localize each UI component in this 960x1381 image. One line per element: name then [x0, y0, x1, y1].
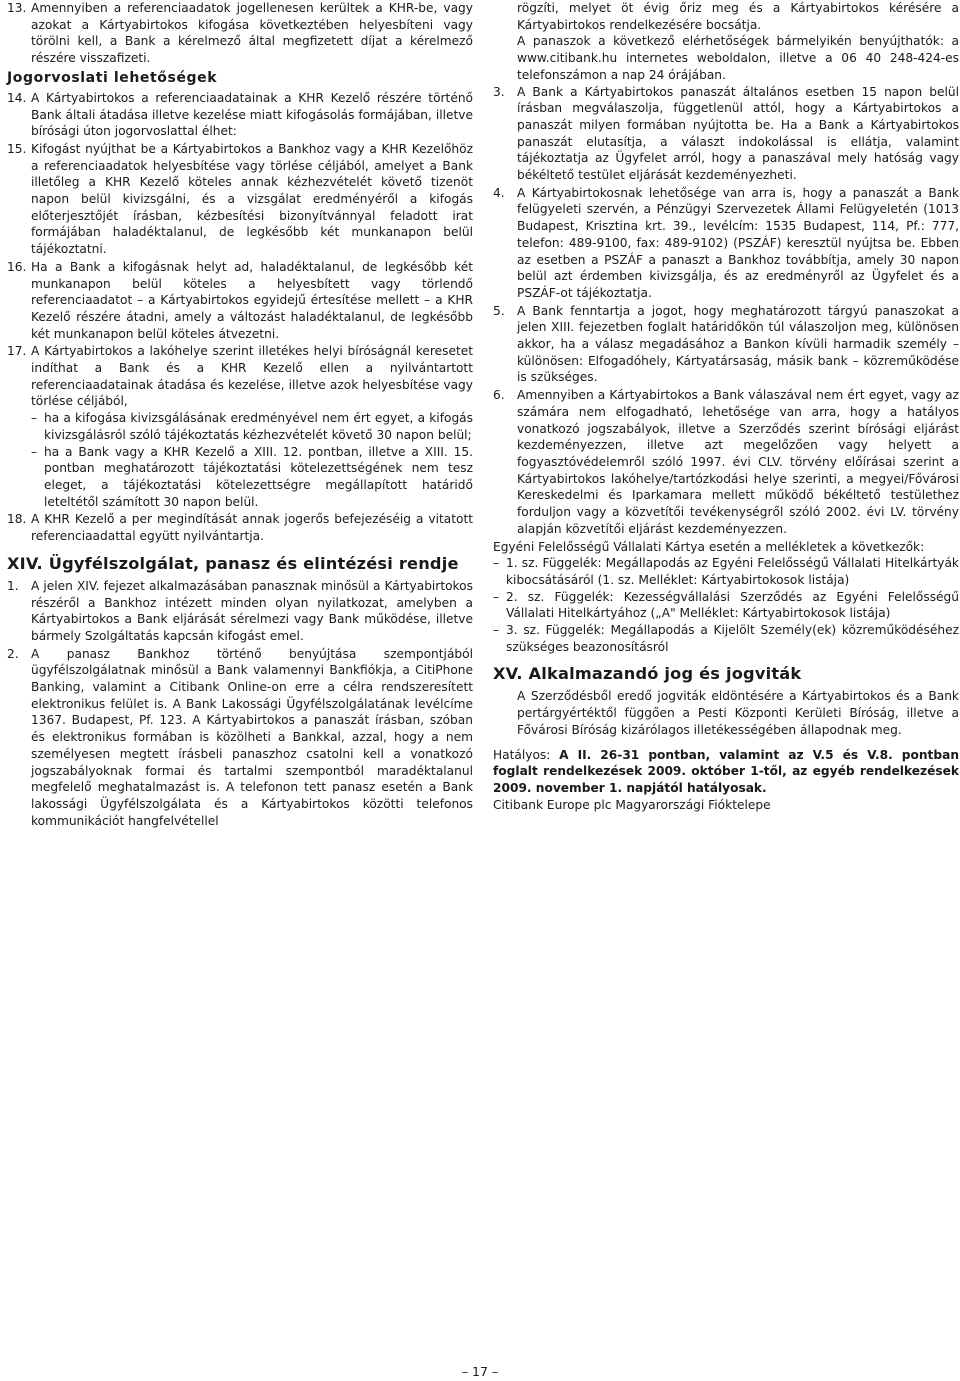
item-text: A Kártyabirtokosnak lehetősége van arra is, hogy a panaszát a Bank felügyeleti szervén, a Pénzügyi Szervezetek Állami Felügyeletén (1013 Budapest, Krisztina krt. 39., levélcím: 1535 Budapest, 114, Pf.: 777, telefon: 489-9100, fax: 489-9102) (PSZÁF) keresztül nyújtsa be. Ebben az esetben a PSZÁF a panaszt a Bankhoz továbbítja, amely 30 napon belül azt érdemben kivizsgálja, és az eredményről az Ügyfelet és a PSZÁF-ot tájékoztatja.: [517, 185, 959, 300]
item-number: 1.: [7, 578, 19, 593]
continued-paragraph: [493, 0, 959, 84]
dash-marker: –: [31, 444, 38, 459]
effective-label: Hatályos:: [493, 747, 551, 762]
item-number: 3.: [493, 84, 505, 99]
item-number: 17.: [7, 344, 27, 359]
item-text: A Bank a Kártyabirtokos panaszát általános esetben 15 napon belül írásban megválaszolja, függetlenül attól, hogy a Kártyabirtokos a panaszát milyen formában nyújtotta be. Ha a Bank a Kártyabirtokos panaszát elutasítja, a választ indokolással is ellátja, valamint tájékoztatja az Ügyfelet arról, hogy a panaszával mely hatóság vagy békéltető testület eljárását kezdeményezheti.: [517, 84, 959, 183]
paragraph-text: rögzíti, melyet öt évig őriz meg és a Kártyabirtokos kérésére a Kártyabirtokos rendelkezésére bocsátja.: [517, 1, 959, 32]
item-text: Amennyiben a referenciaadatok jogellenesen kerültek a KHR-be, vagy azokat a Kártyabirtokos kifogása következtében helyesbíteni vagy törölni kell, a Bank a kérelmező által megfizetett díjat a kérelmező részére visszafizeti.: [31, 1, 473, 66]
item-text: A panasz Bankhoz történő benyújtása szempontjából ügyfélszolgálatnak minősül a Bank valamennyi Bankfiókja, a CitiPhone Banking, valamint a Citibank Online-on erre a célra rendszeresített elektronikus felület is. A Bank Lakossági Ügyfélszolgálatának levélcíme 1367. Budapest, Pf. 123. A Kártyabirtokos a panaszát írásban, szóban és elektronikus formában is közölheti a Bankkal, azzal, hogy a nem személyesen megtett írásbeli panaszhoz csatolni kell a vonatkozó jogszabályoknak formai és tartalmi szempontból maradéktalanul megfelelő meghatalmazást is. A telefonon tett panasz esetén a Bank lakossági Ügyfélszolgálata és a Kártyabirtokos közötti telefonos kommunikációt hangfelvétellel: [31, 646, 473, 828]
list-item: [493, 387, 959, 537]
sub-item-text: ha a kifogása kivizsgálásának eredményével nem ért egyet, a kifogás kivizsgálásról szóló tájékoztatás kézhezvételét követő 30 napon belül;: [44, 411, 473, 442]
item-number: 2.: [7, 646, 19, 661]
item-number: 13.: [7, 1, 27, 15]
item-text: Kifogást nyújthat be a Kártyabirtokos a Bankhoz vagy a KHR Kezelőhöz a referenciaadatok helyesbítése vagy törlése céljából, amelyet a Bank illetőleg a KHR Kezelő köteles annak kézhezvételét követő tizenöt napon belül kivizsgálni, és a vizsgálat eredményéről a kifogás előterjesztőjét írásban, kézbesítési bizonyítvánnyal feladott irat formájában haladéktalanul, de legkésőbb két munkanapon belül tájékoztatni.: [31, 141, 473, 257]
item-number: 6.: [493, 388, 505, 403]
sub-item: [31, 444, 473, 511]
item-number: 15.: [7, 141, 27, 156]
sub-item-text: ha a Bank vagy a KHR Kezelő a XIII. 12. pontban, illetve a XIII. 15. pontban meghatározott tájékoztatási kötelezettségének nem tesz eleget, a tájékoztatási kötelezettségre megállapított határidő leteltétől számított 30 napon belül.: [44, 444, 473, 509]
item-number: 16.: [7, 259, 27, 274]
item-text: Ha a Bank a kifogásnak helyt ad, haladéktalanul, de legkésőbb két munkanapon belül köteles a helyesbített vagy törlendő referenciaadatot – a Kártyabirtokos egyidejű értesítése mellett – a KHR Kezelő részére átadni, amely a változást haladéktalanul, de legkésőbb két munkanapon belül köteles átvezetni.: [31, 259, 473, 341]
list-item: [7, 646, 473, 830]
dash-marker: –: [493, 623, 500, 638]
appendix-text: 1. sz. Függelék: Megállapodás az Egyéni Felelősségű Vállalati Hitelkártyák kibocsátásáról (1. sz. Melléklet: Kártyabirtokosok listája): [506, 556, 959, 587]
list-item: [7, 141, 473, 258]
item-number: 18.: [7, 512, 27, 527]
list-item: [493, 84, 959, 184]
effective-date-paragraph: [493, 747, 959, 797]
effective-text: A II. 26-31 pontban, valamint az V.5 és V.8. pontban foglalt rendelkezések 2009. október 1-től, az egyéb rendelkezések 2009. november 1. napjától hatályosak.: [493, 747, 960, 795]
item-number: 5.: [493, 303, 505, 318]
appendix-intro: Egyéni Felelősségű Vállalati Kártya esetén a mellékletek a következők:: [493, 539, 925, 554]
subsection-heading: Jogorvoslati lehetőségek: [7, 69, 218, 86]
list-item: [7, 0, 473, 67]
right-column: [493, 0, 959, 813]
list-item: [7, 343, 473, 510]
item-text: A Kártyabirtokos a referenciaadatainak a KHR Kezelő részére történő Bank általi átadása illetve kezelése miatt kifogásolás formájában, illetve bírósági úton jogorvoslattal élhet:: [31, 90, 473, 139]
section-body: [493, 688, 959, 738]
list-item: [493, 185, 959, 302]
item-text: A Bank fenntartja a jogot, hogy meghatározott tárgyú panaszokat a jelen XIII. fejezetben foglalt határidőkön túl válaszoljon meg, különösen akkor, ha a válasz megadásához a Bankon kívüli harmadik személy – különösen: Elfogadóhely, Kártyatársaság, másik bank – közreműködése is szükséges.: [517, 303, 959, 385]
item-text: A jelen XIV. fejezet alkalmazásában panasznak minősül a Kártyabirtokos részéről a Bankhoz intézett minden olyan nyilatkozat, amelyben a Kártyabirtokos a Bank eljárását sérelmezi vagy Bank működése, illetve bármely Szolgáltatás kapcsán kifogást emel.: [31, 578, 473, 643]
item-number: 4.: [493, 185, 505, 200]
list-item: [7, 578, 473, 645]
item-text: Amennyiben a Kártyabirtokos a Bank válaszával nem ért egyet, vagy az számára nem elfogadható, lehetősége van arra, hogy a hatályos vonatkozó jogszabályok, illetve a Szerződés szerint bírósági eljárást kezdeményezzen, illetve azt megelőzően vagy helyett a fogyasztóvédelemről szóló 1997. évi CLV. törvény előírásai szerint a Kártyabirtokos lakóhelye/tartózkodási helye szerinti, a megyei/Fővárosi Kereskedelmi és Iparkamara mellett működő békéltető testülethez forduljon vagy a közvetítői tevékenységről szóló 2002. évi LV. törvény alapján közvetítői eljárást kezdeményezzen.: [517, 388, 959, 536]
left-column: [7, 0, 473, 830]
dash-marker: –: [31, 411, 38, 426]
item-number: 14.: [7, 90, 27, 105]
contact-paragraph: A panaszok a következő elérhetőségek bármelyikén benyújthatók: a www.citibank.hu internetes weboldalon, illetve a 06 40 248-424-es telefonszámon a nap 24 órájában.: [517, 34, 959, 82]
page-number: – 17 –: [461, 1364, 499, 1379]
sub-item: [31, 410, 473, 443]
appendix-item: [493, 555, 959, 588]
section-heading: XIV. Ügyfélszolgálat, panasz és elintézési rendje: [7, 553, 459, 573]
issuer-name: Citibank Europe plc Magyarországi Fióktelepe: [493, 797, 771, 812]
dash-marker: –: [493, 589, 500, 604]
dash-marker: –: [493, 556, 500, 571]
list-item: [7, 90, 473, 140]
list-item: [493, 303, 959, 387]
list-item: [7, 511, 473, 544]
item-text: A KHR Kezelő a per megindítását annak jogerős befejezéséig a vitatott referenciaadattal együtt nyilvántartja.: [31, 512, 473, 544]
list-item: [7, 259, 473, 343]
section-heading: XV. Alkalmazandó jog és jogviták: [493, 664, 802, 684]
spacer: [493, 739, 959, 747]
appendix-text: 3. sz. Függelék: Megállapodás a Kijelölt Személy(ek) közreműködéséhez szükséges beazonosításról: [506, 623, 959, 654]
paragraph-text: A Szerződésből eredő jogviták eldöntésére a Kártyabirtokos és a Bank pertárgyértéktől függően a Pesti Központi Kerületi Bíróság, illetve a Fővárosi Bíróság kizárólagos illetékességében állapodnak meg.: [517, 689, 959, 737]
appendix-item: [493, 589, 959, 622]
item-text: A Kártyabirtokos a lakóhelye szerint illetékes helyi bíróságnál keresetet indíthat a Bank és a KHR Kezelő ellen a nyilvántartott referenciaadatainak átadása és kezelése, illetve azok helyesbítése vagy törlése céljából,: [31, 344, 473, 409]
appendix-text: 2. sz. Függelék: Kezességvállalási Szerződés az Egyéni Felelősségű Vállalati Hitelkártyához („A" Melléklet: Kártyabirtokosok listája): [506, 589, 959, 621]
appendix-item: [493, 622, 959, 655]
